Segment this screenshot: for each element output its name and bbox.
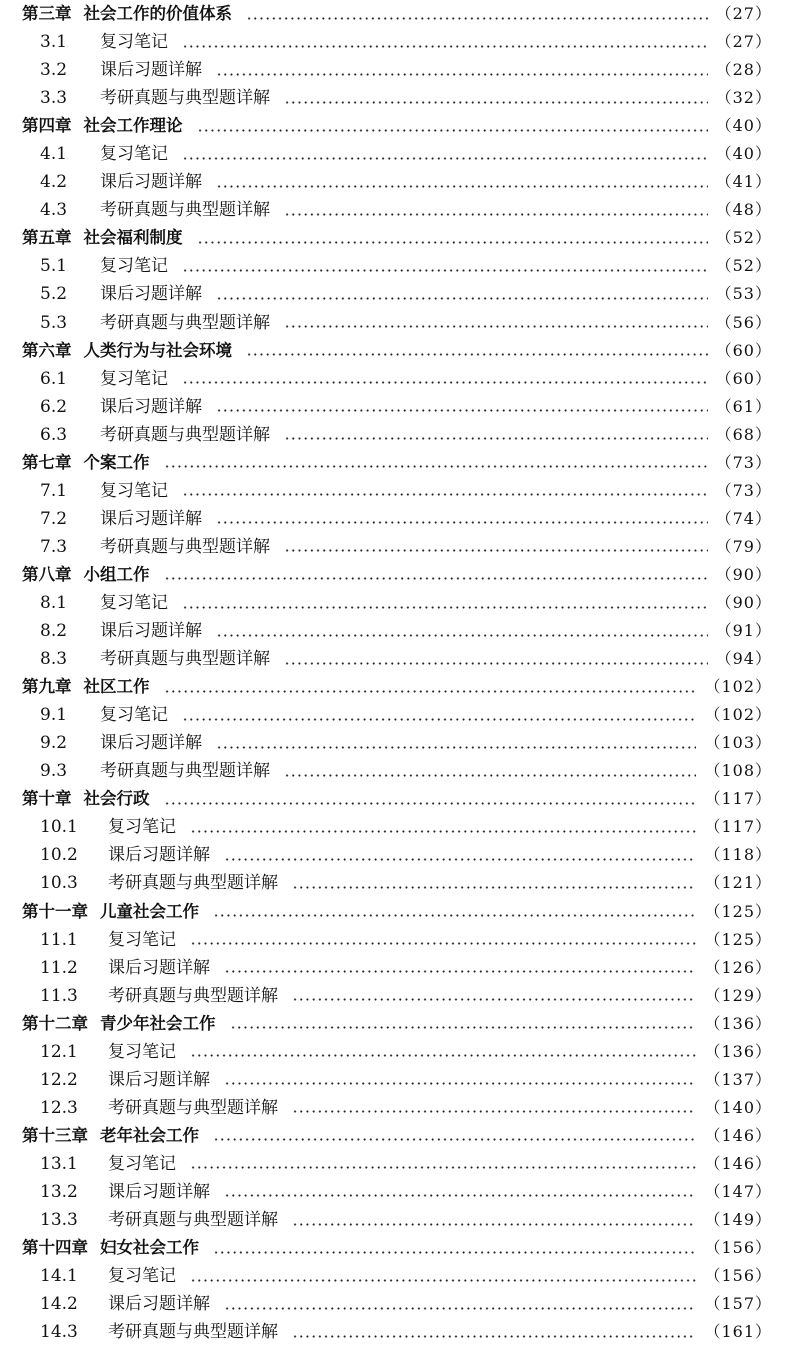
page-number: （60） <box>715 368 772 388</box>
dot-leader <box>182 381 708 384</box>
toc-section-entry[interactable] <box>22 729 772 757</box>
chapter-title: 个案工作 <box>83 452 150 472</box>
chapter-number: 第十章 <box>22 789 72 809</box>
section-number: 4.2 <box>40 172 68 193</box>
toc-section-entry[interactable] <box>22 954 772 982</box>
section-title: 课后习题详解 <box>100 508 202 529</box>
page-number: （28） <box>715 60 772 80</box>
section-title: 课后习题详解 <box>100 733 202 754</box>
chapter-number: 第三章 <box>22 4 72 24</box>
chapter-number: 第五章 <box>22 228 72 248</box>
toc-chapter-entry[interactable] <box>22 1122 772 1150</box>
section-number: 14.2 <box>40 1294 78 1315</box>
toc-chapter-entry[interactable] <box>22 449 772 477</box>
section-title: 考研真题与典型题详解 <box>100 536 270 557</box>
dot-leader <box>197 241 708 244</box>
section-title: 复习笔记 <box>108 1266 176 1287</box>
section-number: 12.2 <box>40 1069 78 1090</box>
toc-section-entry[interactable] <box>22 477 772 505</box>
chapter-number: 第四章 <box>22 116 72 136</box>
page-number: （129） <box>704 985 772 1005</box>
toc-section-entry[interactable] <box>22 28 772 56</box>
toc-chapter-entry[interactable] <box>22 337 772 365</box>
dot-leader <box>230 1026 697 1029</box>
toc-section-entry[interactable] <box>22 982 772 1010</box>
section-title: 复习笔记 <box>100 480 168 501</box>
dot-leader <box>216 297 708 300</box>
section-number: 9.1 <box>40 705 68 726</box>
dot-leader <box>224 858 696 861</box>
section-title: 课后习题详解 <box>100 284 202 305</box>
page-number: （137） <box>704 1069 772 1089</box>
dot-leader <box>292 1110 696 1113</box>
page-number: （90） <box>715 593 772 612</box>
page-number: （52） <box>715 256 772 276</box>
section-title: 考研真题与典型题详解 <box>108 1322 278 1343</box>
toc-section-entry[interactable] <box>22 280 772 308</box>
toc-section-entry[interactable] <box>22 1150 772 1178</box>
page-number: （61） <box>715 396 772 416</box>
section-number: 9.3 <box>40 761 68 782</box>
toc-section-entry[interactable] <box>22 1262 772 1290</box>
page-number: （125） <box>704 901 772 921</box>
dot-leader <box>246 353 708 356</box>
page-number: （32） <box>715 88 772 108</box>
chapter-number: 第十一章 <box>22 901 88 921</box>
section-number: 12.1 <box>40 1041 78 1062</box>
section-number: 7.3 <box>40 536 68 557</box>
page-number: （40） <box>715 144 772 164</box>
chapter-title: 社会行政 <box>83 789 150 809</box>
section-title: 课后习题详解 <box>100 621 202 642</box>
section-number: 3.2 <box>40 60 68 81</box>
dot-leader <box>182 157 708 160</box>
page-number: （140） <box>704 1097 772 1117</box>
toc-section-entry[interactable] <box>22 140 772 168</box>
page-number: （48） <box>715 200 772 220</box>
section-title: 复习笔记 <box>100 705 168 726</box>
page-number: （91） <box>715 621 772 641</box>
page-number: （73） <box>715 452 772 472</box>
page-number: （126） <box>704 957 772 977</box>
section-number: 12.3 <box>40 1097 78 1118</box>
dot-leader <box>284 325 708 328</box>
section-title: 课后习题详解 <box>108 1294 210 1315</box>
section-title: 考研真题与典型题详解 <box>100 649 270 670</box>
toc-section-entry[interactable] <box>22 421 772 449</box>
toc-section-entry[interactable] <box>22 1094 772 1122</box>
page-number: （68） <box>715 424 772 444</box>
section-title: 考研真题与典型题详解 <box>108 1210 278 1231</box>
chapter-number: 第十二章 <box>22 1013 88 1033</box>
page-number: （146） <box>704 1153 772 1173</box>
page-number: （53） <box>715 284 772 304</box>
page-number: （156） <box>704 1266 772 1286</box>
toc-chapter-entry[interactable] <box>22 1010 772 1038</box>
toc-section-entry[interactable] <box>22 869 772 897</box>
dot-leader <box>284 437 708 440</box>
section-number: 14.3 <box>40 1322 78 1343</box>
dot-leader <box>197 129 708 132</box>
chapter-number: 第八章 <box>22 564 72 584</box>
section-number: 7.1 <box>40 480 68 501</box>
section-number: 6.2 <box>40 396 68 417</box>
toc-chapter-entry[interactable] <box>22 561 772 589</box>
toc-section-entry[interactable] <box>22 701 772 729</box>
dot-leader <box>182 45 708 48</box>
section-title: 复习笔记 <box>100 593 168 613</box>
toc-section-entry[interactable] <box>22 1178 772 1206</box>
page-number: （56） <box>715 312 772 332</box>
section-number: 6.3 <box>40 424 68 445</box>
page-number: （117） <box>704 789 772 809</box>
chapter-number: 第六章 <box>22 340 72 360</box>
toc-section-entry[interactable] <box>22 1290 772 1318</box>
toc-section-entry[interactable] <box>22 505 772 533</box>
section-title: 考研真题与典型题详解 <box>100 424 270 445</box>
dot-leader <box>216 521 708 524</box>
page-number: （41） <box>715 172 772 192</box>
page-number: （136） <box>704 1041 772 1061</box>
chapter-title: 妇女社会工作 <box>100 1238 199 1258</box>
chapter-title: 人类行为与社会环境 <box>83 340 232 360</box>
chapter-title: 老年社会工作 <box>100 1125 199 1145</box>
section-title: 复习笔记 <box>108 817 176 838</box>
toc-section-entry[interactable] <box>22 757 772 785</box>
dot-leader <box>284 213 708 216</box>
page-number: （79） <box>715 536 772 556</box>
page-number: （149） <box>704 1210 772 1230</box>
dot-leader <box>216 185 708 188</box>
page-number: （40） <box>715 116 772 136</box>
section-title: 复习笔记 <box>100 256 168 277</box>
section-title: 考研真题与典型题详解 <box>108 1097 278 1118</box>
dot-leader <box>190 830 696 833</box>
dot-leader <box>164 802 697 805</box>
section-title: 考研真题与典型题详解 <box>100 200 270 221</box>
section-number: 6.1 <box>40 368 68 389</box>
page-number: （161） <box>704 1322 772 1342</box>
chapter-number: 第九章 <box>22 677 72 697</box>
section-number: 5.2 <box>40 284 68 305</box>
dot-leader <box>224 1082 696 1085</box>
toc-chapter-entry[interactable] <box>22 1234 772 1262</box>
toc-section-entry[interactable] <box>22 56 772 84</box>
toc-chapter-entry[interactable] <box>22 898 772 926</box>
chapter-title: 小组工作 <box>83 564 150 584</box>
section-title: 课后习题详解 <box>108 1181 210 1202</box>
page-number: （90） <box>715 564 772 584</box>
section-number: 3.1 <box>40 32 68 53</box>
toc-section-entry[interactable] <box>22 589 772 617</box>
page-number: （27） <box>715 32 772 52</box>
dot-leader <box>224 970 696 973</box>
section-title: 课后习题详解 <box>100 396 202 417</box>
dot-leader <box>190 1279 696 1282</box>
section-title: 考研真题与典型题详解 <box>100 312 270 333</box>
dot-leader <box>164 577 708 580</box>
dot-leader <box>216 634 708 637</box>
section-title: 复习笔记 <box>108 1041 176 1062</box>
dot-leader <box>292 1223 696 1226</box>
toc-chapter-entry[interactable] <box>22 785 772 813</box>
table-of-contents <box>22 0 772 1346</box>
section-number: 11.1 <box>40 929 78 950</box>
dot-leader <box>284 549 708 552</box>
section-title: 复习笔记 <box>100 144 168 165</box>
dot-leader <box>182 493 708 496</box>
chapter-title: 社区工作 <box>83 677 150 697</box>
section-title: 复习笔记 <box>108 929 176 950</box>
toc-section-entry[interactable] <box>22 645 772 673</box>
section-title: 课后习题详解 <box>108 957 210 978</box>
section-number: 8.2 <box>40 621 68 642</box>
section-title: 考研真题与典型题详解 <box>108 985 278 1006</box>
dot-leader <box>284 101 708 104</box>
section-number: 8.3 <box>40 649 68 670</box>
section-number: 9.2 <box>40 733 68 754</box>
page-number: （156） <box>704 1238 772 1258</box>
section-number: 10.1 <box>40 817 78 838</box>
section-number: 5.3 <box>40 312 68 333</box>
page-number: （60） <box>715 340 772 360</box>
section-number: 13.1 <box>40 1153 78 1174</box>
page-number: （118） <box>704 845 772 865</box>
page-number: （157） <box>704 1294 772 1314</box>
section-number: 13.3 <box>40 1210 78 1231</box>
section-number: 11.3 <box>40 985 78 1006</box>
section-title: 复习笔记 <box>100 368 168 389</box>
toc-section-entry[interactable] <box>22 1038 772 1066</box>
toc-section-entry[interactable] <box>22 168 772 196</box>
dot-leader <box>216 409 708 412</box>
dot-leader <box>284 774 696 777</box>
toc-section-entry[interactable] <box>22 1318 772 1346</box>
dot-leader <box>213 1138 696 1141</box>
section-number: 4.1 <box>40 144 68 165</box>
section-title: 课后习题详解 <box>108 1069 210 1090</box>
page-number: （108） <box>704 761 772 781</box>
dot-leader <box>224 1194 696 1197</box>
chapter-number: 第七章 <box>22 452 72 472</box>
dot-leader <box>164 465 708 468</box>
dot-leader <box>292 998 696 1001</box>
dot-leader <box>182 718 696 721</box>
chapter-title: 社会工作理论 <box>83 116 183 136</box>
dot-leader <box>164 690 697 693</box>
section-title: 考研真题与典型题详解 <box>100 761 270 782</box>
section-number: 14.1 <box>40 1266 78 1287</box>
page-number: （121） <box>704 873 772 893</box>
toc-section-entry[interactable] <box>22 813 772 841</box>
page-number: （102） <box>704 677 772 697</box>
dot-leader <box>182 269 708 272</box>
page-number: （147） <box>704 1181 772 1201</box>
page-number: （27） <box>715 4 772 24</box>
section-title: 课后习题详解 <box>100 60 202 81</box>
section-number: 3.3 <box>40 88 68 109</box>
toc-chapter-entry[interactable] <box>22 224 772 252</box>
section-title: 课后习题详解 <box>100 172 202 193</box>
chapter-title: 青少年社会工作 <box>100 1013 216 1033</box>
dot-leader <box>292 1335 696 1338</box>
section-number: 5.1 <box>40 256 68 277</box>
toc-section-entry[interactable] <box>22 1066 772 1094</box>
section-title: 考研真题与典型题详解 <box>108 873 278 894</box>
toc-chapter-entry[interactable] <box>22 673 772 701</box>
toc-section-entry[interactable] <box>22 1206 772 1234</box>
section-number: 4.3 <box>40 200 68 221</box>
toc-section-entry[interactable] <box>22 252 772 280</box>
dot-leader <box>190 1054 696 1057</box>
page-number: （117） <box>704 817 772 837</box>
dot-leader <box>216 73 708 76</box>
section-title: 复习笔记 <box>100 32 168 53</box>
page-number: （94） <box>715 649 772 669</box>
section-number: 10.3 <box>40 873 78 894</box>
page-number: （74） <box>715 508 772 528</box>
page-number: （102） <box>704 705 772 725</box>
section-number: 11.2 <box>40 957 78 978</box>
chapter-title: 儿童社会工作 <box>100 901 199 921</box>
page-number: （125） <box>704 929 772 949</box>
dot-leader <box>224 1307 696 1310</box>
toc-section-entry[interactable] <box>22 309 772 337</box>
page-number: （103） <box>704 733 772 753</box>
toc-section-entry[interactable] <box>22 617 772 645</box>
dot-leader <box>213 1251 696 1254</box>
section-title: 复习笔记 <box>108 1153 176 1174</box>
dot-leader <box>246 17 708 20</box>
section-title: 课后习题详解 <box>108 845 210 866</box>
chapter-title: 社会工作的价值体系 <box>83 4 232 24</box>
dot-leader <box>292 886 696 889</box>
section-title: 考研真题与典型题详解 <box>100 88 270 109</box>
chapter-title: 社会福利制度 <box>83 228 183 248</box>
toc-section-entry[interactable] <box>22 533 772 561</box>
toc-chapter-entry[interactable] <box>22 0 772 28</box>
dot-leader <box>213 914 696 917</box>
toc-chapter-entry[interactable] <box>22 112 772 140</box>
toc-section-entry[interactable] <box>22 365 772 393</box>
page-number: （146） <box>704 1125 772 1145</box>
dot-leader <box>190 1166 696 1169</box>
section-number: 8.1 <box>40 593 68 613</box>
toc-section-entry[interactable] <box>22 84 772 112</box>
toc-section-entry[interactable] <box>22 841 772 869</box>
dot-leader <box>190 942 696 945</box>
page-number: （136） <box>704 1013 772 1033</box>
dot-leader <box>284 662 708 665</box>
chapter-number: 第十三章 <box>22 1125 88 1145</box>
toc-section-entry[interactable] <box>22 393 772 421</box>
section-number: 10.2 <box>40 845 78 866</box>
page-number: （52） <box>715 228 772 248</box>
toc-section-entry[interactable] <box>22 926 772 954</box>
chapter-number: 第十四章 <box>22 1238 88 1258</box>
toc-section-entry[interactable] <box>22 196 772 224</box>
dot-leader <box>182 606 708 609</box>
section-number: 13.2 <box>40 1181 78 1202</box>
page-number: （73） <box>715 480 772 500</box>
dot-leader <box>216 746 696 749</box>
section-number: 7.2 <box>40 508 68 529</box>
